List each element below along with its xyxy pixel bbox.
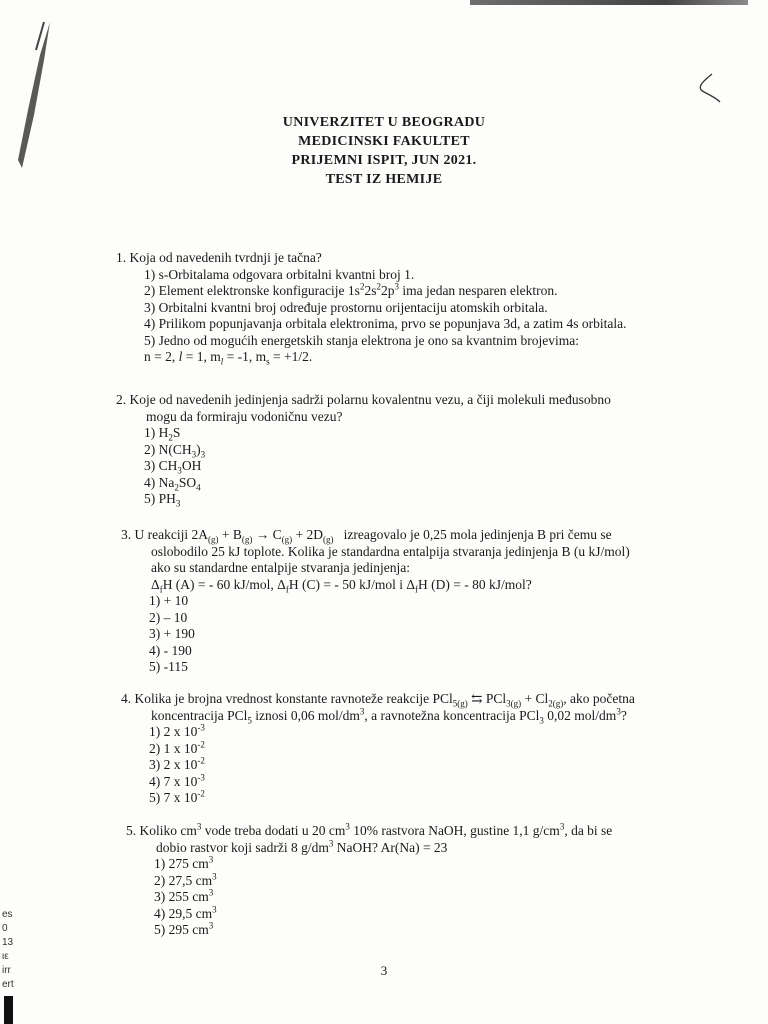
answer-option: 2) 1 x $10^{-2}$: [149, 739, 205, 756]
question-stem: [116, 392, 701, 409]
question-3: [121, 527, 701, 676]
answer-option: 4) 29,5 $cm^3$: [154, 904, 217, 921]
question-text: izreagovalo je 0,25 mola jedinjenja B pri čemu se: [343, 527, 612, 542]
question-5: [126, 823, 706, 939]
answer-option: 5) Jedno od mogućih energetskih stanja elektrona je ono sa kvantnim brojevima:: [144, 332, 580, 348]
question-1: [116, 250, 726, 366]
answer-text: ima jedan nesparen elektron.: [398, 283, 558, 298]
question-number: 5.: [126, 823, 137, 838]
answer-option: 5) $PH_3$: [144, 491, 181, 509]
university-name: UNIVERZITET U BEOGRADU: [282, 115, 486, 130]
question-number: 3.: [121, 527, 132, 542]
question-text: oslobodilo 25 kJ toplote. Kolika je standardna entalpija stvaranja jedinjenja B (u kJ/mol): [151, 543, 630, 559]
answer-text: 2) Element elektronske konfiguracije 1s: [144, 283, 360, 298]
answer-option: 4) $Na_2SO_4$: [144, 474, 201, 493]
answer-option: 1) + 10: [149, 593, 189, 608]
question-text: koncentracija PCl$_5$ iznosi 0,06 mol/$dm^3$, a ravnotežna koncentracija PCl$_3$ 0,02 mol/$dm^3$?: [151, 706, 627, 726]
answer-option: 2) $N(CH_3)_3$: [144, 441, 206, 460]
answer-option: 5) -115: [149, 659, 188, 674]
margin-fragment: es: [2, 909, 13, 920]
question-text: Koje od navedenih jedinjenja sadrži polarnu kovalentnu vezu, a čiji molekuli međusobno: [129, 392, 611, 407]
question-text: dobio rastvor koji sadrži 8 $g/dm^3$ NaOH? Ar(Na) = 23: [156, 838, 448, 855]
answer-option: 4) 7 x $10^{-3}$: [149, 772, 205, 789]
question-number: 2.: [116, 392, 127, 407]
cut-off-margin-text: [2, 908, 14, 992]
answer-option: 2) Element elektronske konfiguracije $1s^22s^22p^3$ ima jedan nesparen elektron.: [144, 281, 558, 298]
binding-edge: [4, 996, 13, 1024]
answer-option: 4) - 190: [149, 642, 192, 658]
answer-option: 3) Orbitalni kvantni broj određuje prostornu orijentaciju atomskih orbitala.: [144, 299, 548, 315]
faculty-name: MEDICINSKI FAKULTET: [298, 134, 470, 149]
question-stem: 4. Kolika je brojna vrednost konstante ravnoteže reakcije PCl$_{5(g)}$ ⇆ $PCl_{3(g)} + Cl_{2(g)}$, ako početna: [121, 691, 635, 709]
handwritten-mark: [690, 70, 730, 110]
question-text: $\Delta_fH$ (A) = - 60 kJ/mol, $\Delta_fH$ (C) = - 50 kJ/mol i $\Delta_fH$ (D) = - 80 kJ/mol?: [151, 576, 532, 595]
answer-option: 5) 295 $cm^3$: [154, 920, 214, 937]
answer-option: 3) $CH_3OH$: [144, 458, 202, 476]
document-header: [0, 113, 768, 189]
answer-option: 3) + 190: [149, 626, 195, 641]
exam-title: PRIJEMNI ISPIT, JUN 2021.: [291, 153, 477, 168]
question-stem: 3. U reakciji $2A_{(g)} + B_{(g)} \to C_{(g)} + 2D_{(g)}$ izreagovalo je 0,25 mola jedinjenja B pri čemu se: [121, 527, 612, 545]
answer-option: 5) 7 x $10^{-2}$: [149, 788, 205, 805]
answer-option: 3) 2 x $10^{-2}$: [149, 755, 205, 772]
margin-fragment: ιε: [2, 951, 9, 962]
answer-option: 1) s-Orbitalama odgovara orbitalni kvantni broj 1.: [144, 266, 415, 282]
answer-option: 3) 255 $cm^3$: [154, 887, 214, 904]
question-stem: [116, 250, 726, 267]
question-4: [121, 691, 711, 807]
question-number: 4.: [121, 691, 132, 706]
margin-fragment: ert: [2, 979, 14, 990]
question-2: [116, 392, 701, 508]
answer-option: 1) $H_2S$: [144, 425, 181, 443]
scan-shadow: [470, 0, 748, 5]
margin-fragment: 13: [2, 937, 14, 948]
question-text: U reakciji 2A: [134, 527, 208, 542]
question-stem: 5. Koliko $cm^3$ vode treba dodati u 20 $cm^3$ 10% rastvora NaOH, gustine 1,1 $g/cm^3$, da bi se: [126, 821, 613, 838]
test-title: TEST IZ HEMIJE: [325, 172, 443, 187]
answer-option: 4) Prilikom popunjavanja orbitala elektronima, prvo se popunjava 3d, a zatim 4s orbitala.: [144, 316, 627, 331]
margin-fragment: 0: [2, 923, 8, 934]
answer-option: 2) 27,5 $cm^3$: [154, 871, 217, 888]
question-text: Koja od navedenih tvrdnji je tačna?: [129, 250, 322, 265]
answer-option: 1) 2 x $10^{-3}$: [149, 722, 205, 739]
page-number: 3: [380, 963, 388, 978]
question-text: ako su standardne entalpije stvaranja jedinjenja:: [151, 560, 411, 575]
question-number: 1.: [116, 250, 127, 265]
answer-option: 2) – 10: [149, 609, 188, 625]
margin-fragment: irr: [2, 965, 11, 976]
question-text: mogu da formiraju vodoničnu vezu?: [146, 408, 343, 424]
answer-option: 1) 275 $cm^3$: [154, 854, 214, 871]
answer-option-continuation: n = 2, l = 1, $m_l = -1$, $m_s = +1/2$.: [144, 349, 313, 367]
